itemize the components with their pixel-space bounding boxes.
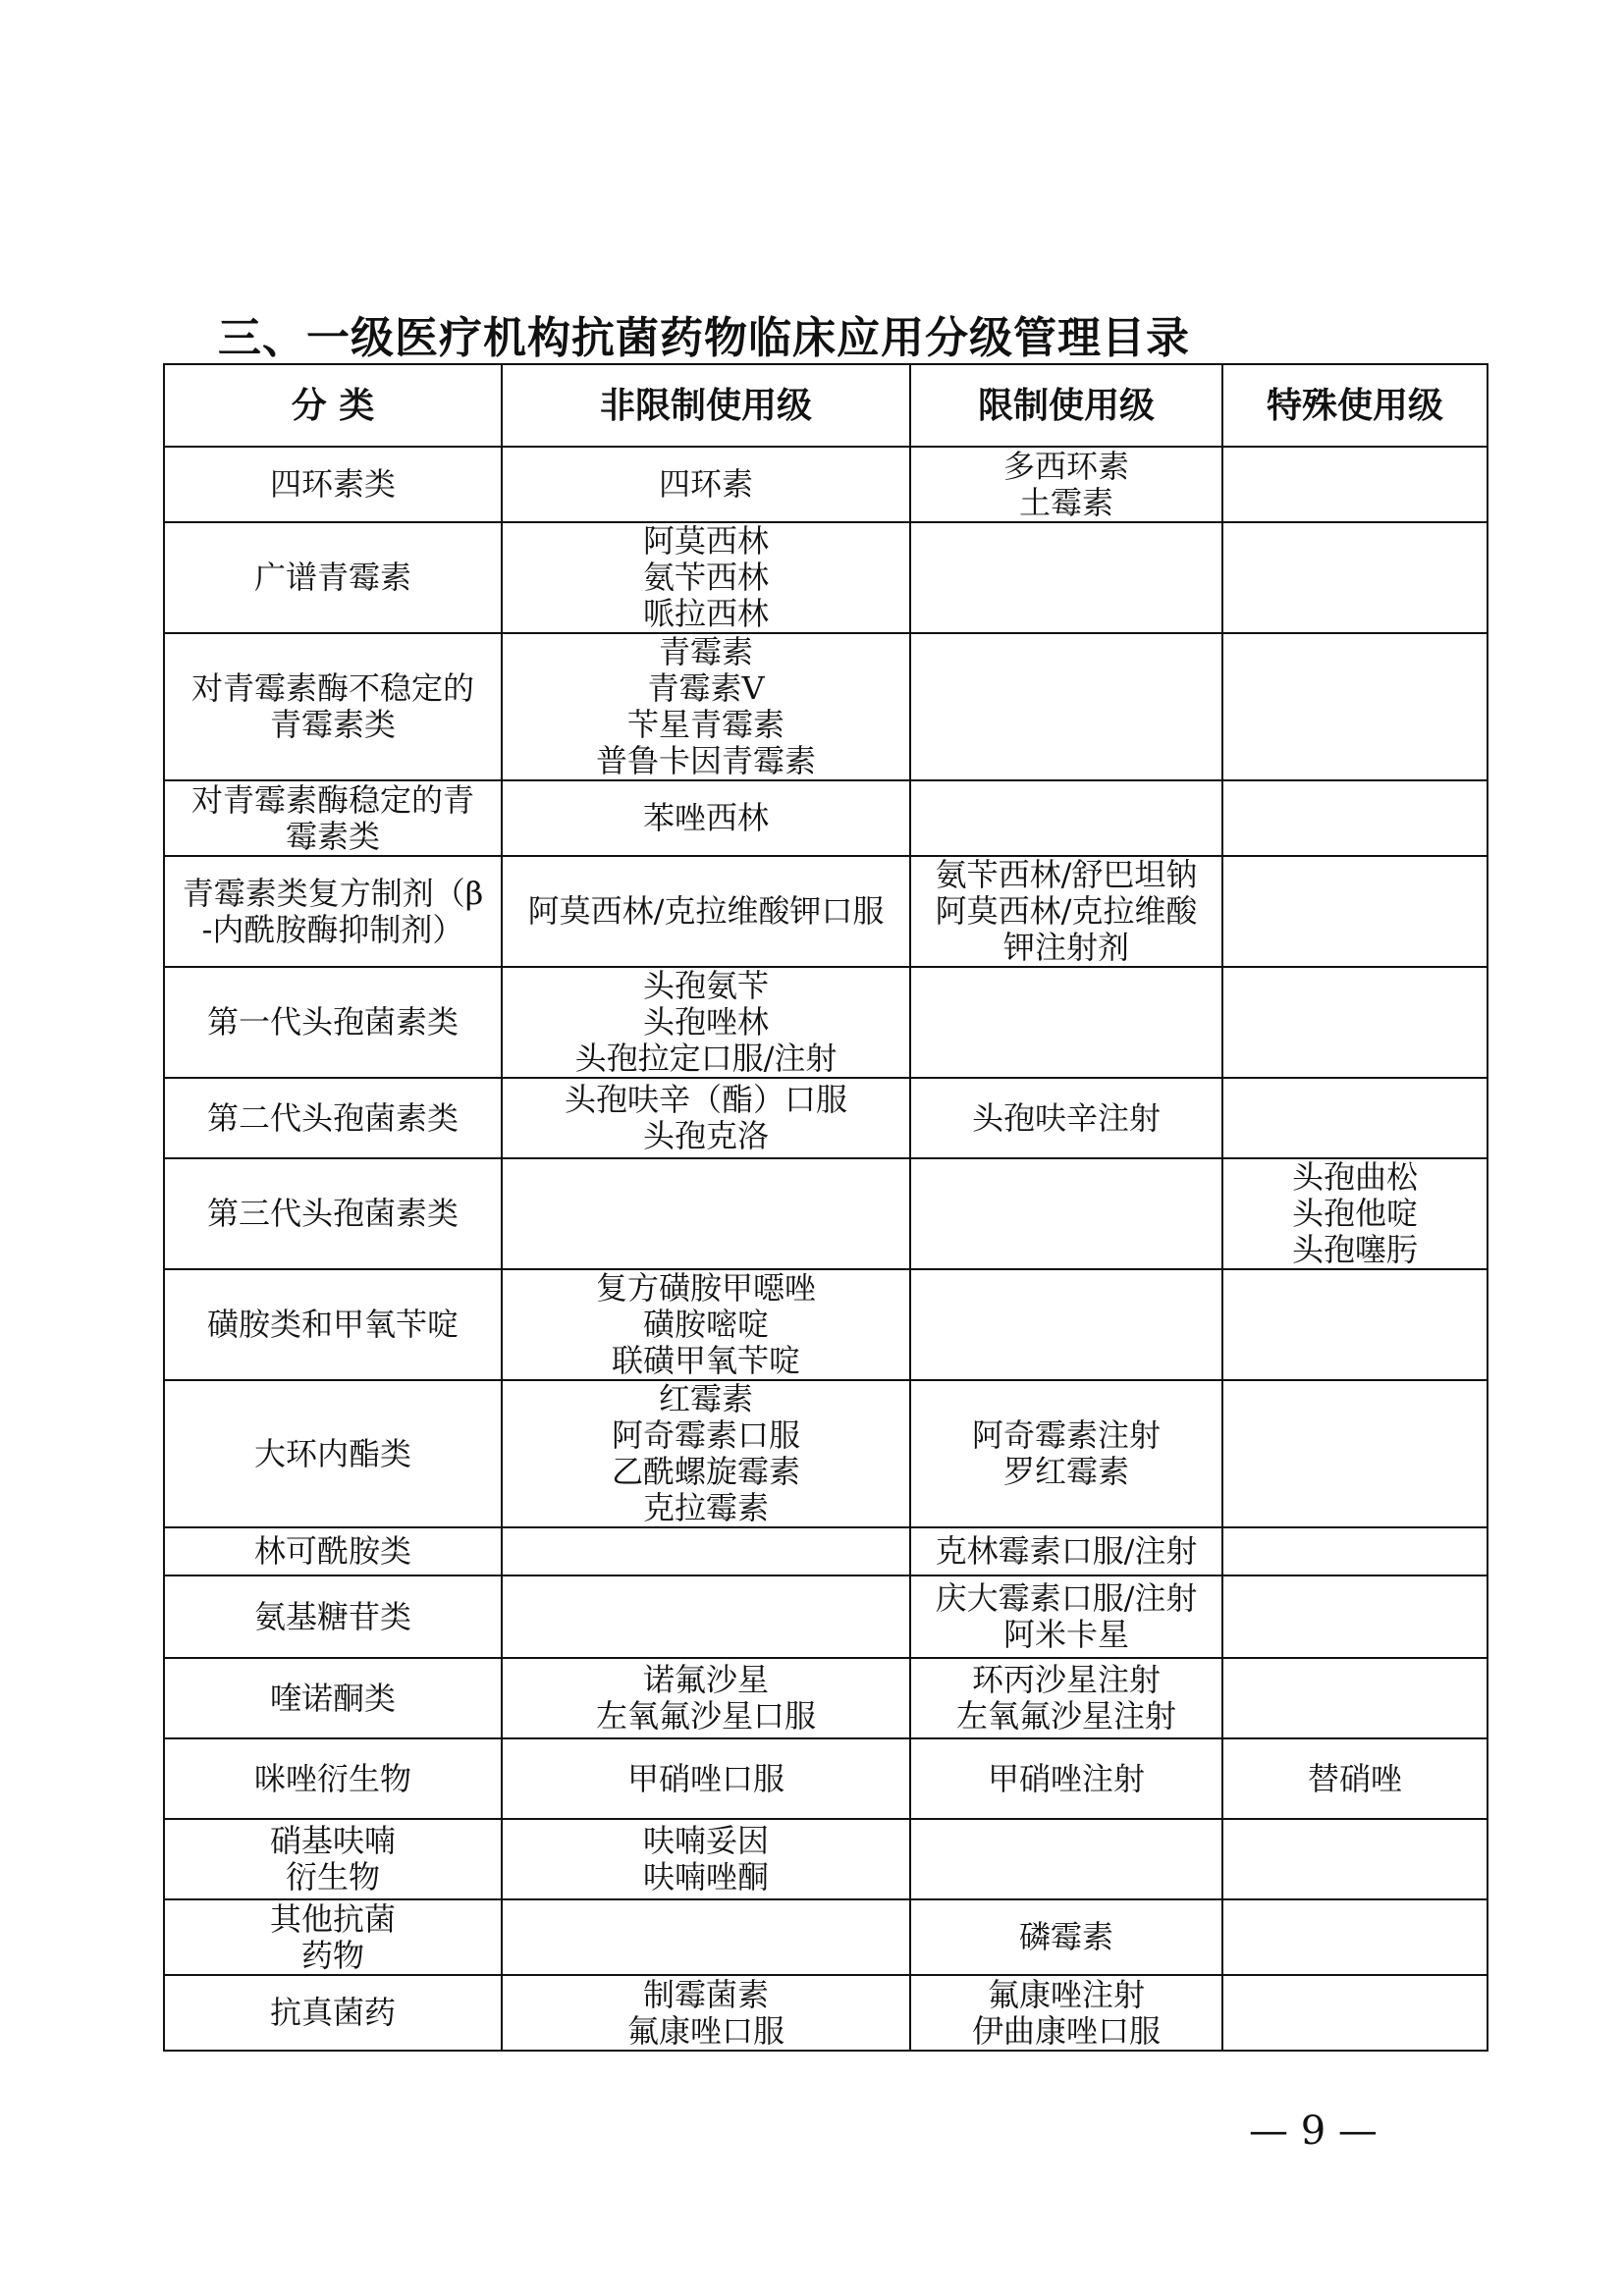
cell-line: 制霉菌素 (642, 1975, 769, 2013)
cell-special (1222, 1738, 1488, 1819)
page-title: 三、一级医疗机构抗菌药物临床应用分级管理目录 (218, 313, 1190, 363)
cell-category (164, 1819, 502, 1899)
cell-special (1222, 447, 1488, 522)
cell-unrestricted (502, 1738, 910, 1819)
cell-category (164, 1158, 502, 1269)
cell-unrestricted (502, 1158, 910, 1269)
cell-line: 阿奇霉素口服 (611, 1416, 800, 1454)
cell-restricted (910, 522, 1222, 633)
cell-line: 头孢唑林 (642, 1003, 769, 1041)
cell-line: 喹诺酮类 (269, 1679, 396, 1717)
table-header-row (164, 364, 1488, 447)
cell-special (1222, 1078, 1488, 1158)
cell-restricted (910, 633, 1222, 780)
cell-unrestricted (502, 1527, 910, 1575)
cell-category (164, 633, 502, 780)
table-row (164, 1380, 1488, 1527)
cell-line: 对青霉素酶稳定的青 (190, 780, 474, 819)
table-row (164, 1527, 1488, 1575)
cell-line: 四环素 (658, 465, 753, 503)
cell-line: 替硝唑 (1307, 1759, 1402, 1797)
table-row (164, 1575, 1488, 1658)
cell-restricted (910, 1658, 1222, 1738)
table-row (164, 1899, 1488, 1975)
cell-line: 氨苄西林/舒巴坦钠 (935, 856, 1198, 893)
cell-line: 对青霉素酶不稳定的 (190, 669, 474, 707)
cell-line: 哌拉西林 (642, 595, 769, 632)
cell-line: 阿米卡星 (1002, 1616, 1129, 1653)
cell-unrestricted (502, 1658, 910, 1738)
cell-special (1222, 1819, 1488, 1899)
cell-line: -内酰胺酶抑制剂） (201, 910, 464, 948)
cell-line: 其他抗菌 (269, 1899, 396, 1938)
cell-special (1222, 1380, 1488, 1527)
cell-line: 土霉素 (1018, 483, 1113, 521)
cell-line: 头孢氨苄 (642, 967, 769, 1004)
cell-line: 多西环素 (1002, 447, 1129, 485)
cell-line: 氟康唑口服 (626, 2011, 784, 2050)
cell-unrestricted (502, 780, 910, 856)
cell-line: 乙酰螺旋霉素 (611, 1453, 800, 1490)
cell-line: 普鲁卡因青霉素 (595, 742, 816, 779)
cell-line: 氨苄西林 (642, 559, 769, 596)
cell-special (1222, 856, 1488, 967)
cell-category (164, 1975, 502, 2051)
cell-line: 头孢呋辛（酯）口服 (564, 1081, 847, 1118)
cell-line: 钾注射剂 (1002, 929, 1129, 966)
cell-unrestricted (502, 633, 910, 780)
cell-category (164, 1380, 502, 1527)
cell-category (164, 1527, 502, 1575)
cell-unrestricted (502, 1269, 910, 1380)
cell-special (1222, 1975, 1488, 2051)
cell-restricted (910, 1975, 1222, 2051)
cell-line: 甲硝唑注射 (987, 1759, 1145, 1797)
table-row (164, 447, 1488, 522)
page-number: — 9 — (1249, 2109, 1378, 2154)
cell-line: 头孢他啶 (1291, 1195, 1418, 1232)
antibiotic-catalog-table (163, 363, 1488, 2052)
cell-line: 广谱青霉素 (253, 559, 411, 596)
cell-line: 四环素类 (269, 465, 396, 503)
cell-line: 阿奇霉素注射 (971, 1416, 1161, 1454)
cell-line: 青霉素类复方制剂（β (182, 874, 484, 912)
cell-restricted (910, 1527, 1222, 1575)
header-restricted: 限制使用级 (910, 364, 1222, 447)
cell-line: 氟康唑注射 (987, 1975, 1145, 2013)
cell-line: 头孢克洛 (642, 1117, 769, 1154)
cell-line: 药物 (300, 1936, 364, 1974)
table-row (164, 633, 1488, 780)
cell-special (1222, 1575, 1488, 1658)
cell-line: 磺胺类和甲氧苄啶 (206, 1306, 459, 1343)
table-row (164, 1975, 1488, 2051)
cell-unrestricted (502, 1975, 910, 2051)
cell-special (1222, 522, 1488, 633)
cell-line: 第一代头孢菌素类 (206, 1003, 459, 1041)
cell-restricted (910, 1899, 1222, 1975)
cell-category (164, 1738, 502, 1819)
cell-line: 大环内酯类 (253, 1434, 411, 1472)
cell-line: 林可酰胺类 (253, 1532, 411, 1570)
cell-line: 呋喃唑酮 (642, 1858, 769, 1896)
cell-line: 苯唑西林 (642, 799, 769, 836)
cell-line: 青霉素V (647, 669, 765, 707)
cell-line: 环丙沙星注射 (971, 1661, 1161, 1698)
header-special: 特殊使用级 (1222, 364, 1488, 447)
cell-line: 头孢曲松 (1291, 1158, 1418, 1196)
cell-line: 诺氟沙星 (642, 1661, 769, 1698)
cell-restricted (910, 780, 1222, 856)
cell-category (164, 780, 502, 856)
cell-restricted (910, 1819, 1222, 1899)
cell-line: 阿莫西林/克拉维酸 (935, 892, 1198, 930)
header-category: 分 类 (164, 364, 502, 447)
table-row (164, 780, 1488, 856)
cell-line: 联磺甲氧苄啶 (611, 1342, 800, 1379)
cell-line: 头孢噻肟 (1291, 1231, 1418, 1268)
cell-category (164, 856, 502, 967)
table-row (164, 1269, 1488, 1380)
cell-restricted (910, 1575, 1222, 1658)
cell-line: 硝基呋喃 (269, 1822, 396, 1859)
cell-line: 庆大霉素口服/注射 (935, 1579, 1198, 1617)
cell-line: 阿莫西林 (642, 522, 769, 560)
cell-line: 第三代头孢菌素类 (206, 1195, 459, 1232)
cell-special (1222, 1527, 1488, 1575)
cell-line: 呋喃妥因 (642, 1822, 769, 1859)
cell-line: 头孢呋辛注射 (971, 1098, 1161, 1137)
cell-special (1222, 1269, 1488, 1380)
cell-line: 咪唑衍生物 (253, 1759, 411, 1797)
cell-line: 红霉素 (658, 1380, 753, 1417)
cell-line: 克林霉素口服/注射 (935, 1532, 1198, 1570)
table-row (164, 967, 1488, 1078)
cell-category (164, 1269, 502, 1380)
cell-special (1222, 633, 1488, 780)
table-row (164, 856, 1488, 967)
cell-restricted (910, 1738, 1222, 1819)
cell-line: 阿莫西林/克拉维酸钾口服 (527, 892, 885, 930)
cell-category (164, 522, 502, 633)
cell-restricted (910, 967, 1222, 1078)
cell-line: 左氧氟沙星口服 (595, 1697, 816, 1735)
cell-line: 青霉素类 (269, 706, 396, 743)
cell-line: 抗真菌药 (269, 1994, 396, 2031)
cell-category (164, 1658, 502, 1738)
cell-category (164, 1078, 502, 1158)
cell-unrestricted (502, 1575, 910, 1658)
header-unrestricted: 非限制使用级 (502, 364, 910, 447)
cell-category (164, 447, 502, 522)
cell-restricted (910, 856, 1222, 967)
cell-category (164, 1575, 502, 1658)
cell-line: 复方磺胺甲噁唑 (595, 1269, 816, 1307)
cell-special (1222, 780, 1488, 856)
cell-unrestricted (502, 967, 910, 1078)
cell-line: 甲硝唑口服 (626, 1759, 784, 1797)
cell-line: 青霉素 (658, 633, 753, 670)
table-row (164, 1738, 1488, 1819)
cell-special (1222, 1158, 1488, 1269)
cell-unrestricted (502, 1899, 910, 1975)
cell-line: 苄星青霉素 (626, 706, 784, 743)
table-row (164, 1078, 1488, 1158)
table-row (164, 1658, 1488, 1738)
cell-line: 左氧氟沙星注射 (955, 1697, 1176, 1735)
cell-line: 衍生物 (285, 1858, 380, 1896)
cell-line: 磺胺嘧啶 (642, 1306, 769, 1343)
cell-unrestricted (502, 447, 910, 522)
table-row (164, 1158, 1488, 1269)
cell-restricted (910, 1269, 1222, 1380)
cell-line: 头孢拉定口服/注射 (574, 1040, 838, 1077)
cell-restricted (910, 1380, 1222, 1527)
cell-restricted (910, 1158, 1222, 1269)
cell-special (1222, 1899, 1488, 1975)
cell-unrestricted (502, 1078, 910, 1158)
cell-unrestricted (502, 522, 910, 633)
cell-unrestricted (502, 1380, 910, 1527)
cell-unrestricted (502, 856, 910, 967)
cell-line: 罗红霉素 (1002, 1453, 1129, 1490)
cell-line: 第二代头孢菌素类 (206, 1098, 459, 1137)
cell-line: 霉素类 (285, 817, 380, 855)
cell-line: 克拉霉素 (642, 1489, 769, 1526)
cell-line: 伊曲康唑口服 (971, 2011, 1161, 2050)
cell-category (164, 1899, 502, 1975)
table-row (164, 522, 1488, 633)
table-row (164, 1819, 1488, 1899)
cell-special (1222, 967, 1488, 1078)
cell-restricted (910, 1078, 1222, 1158)
cell-line: 磷霉素 (1018, 1918, 1113, 1955)
cell-line: 氨基糖苷类 (253, 1597, 411, 1635)
cell-unrestricted (502, 1819, 910, 1899)
cell-special (1222, 1658, 1488, 1738)
cell-restricted (910, 447, 1222, 522)
cell-category (164, 967, 502, 1078)
